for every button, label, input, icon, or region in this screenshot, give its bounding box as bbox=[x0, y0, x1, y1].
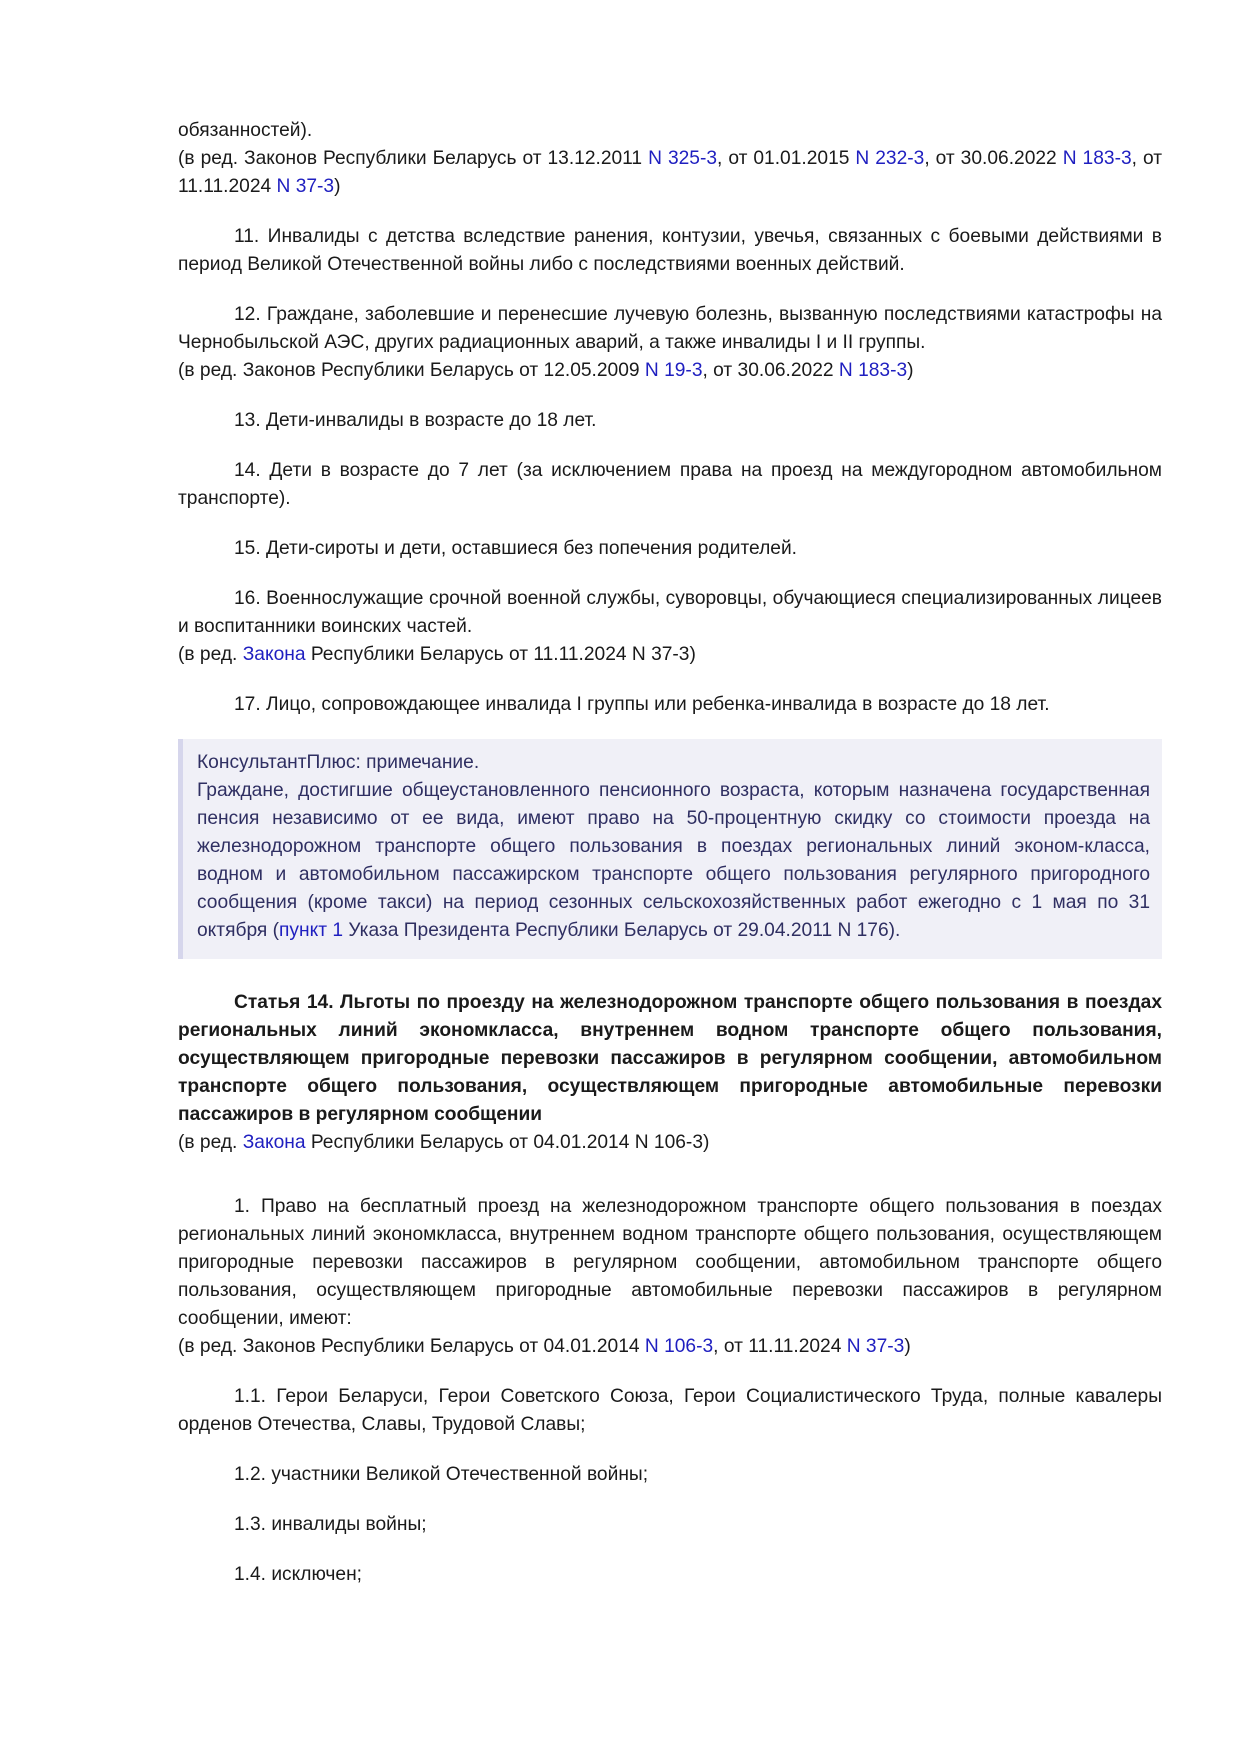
edit-note: (в ред. Закона Республики Беларусь от 04.01.2014 N 106-3) bbox=[178, 1132, 710, 1153]
note-title: КонсультантПлюс: примечание. bbox=[197, 752, 480, 773]
item-12: 12. Граждане, заболевшие и перенесшие лучевую болезнь, вызванную последствиями катастрофы на Чернобыльской АЭС, других радиационных аварий, а также инвалиды I и II группы. bbox=[178, 304, 1162, 353]
edit-note: (в ред. Закона Республики Беларусь от 11.11.2024 N 37-3) bbox=[178, 644, 696, 665]
document-page bbox=[178, 117, 1162, 1589]
law-link[interactable]: N 232-3 bbox=[855, 148, 925, 169]
law-link[interactable]: Закона bbox=[242, 644, 306, 665]
continuation-text: обязанностей). bbox=[178, 120, 313, 141]
law-link[interactable]: N 19-3 bbox=[644, 360, 703, 381]
article-14-heading: Статья 14. Льготы по проезду на железнодорожном транспорте общего пользования в поездах региональных линий экономкласса, внутреннем водном транспорте общего пользования, осуществляющем пригородные перевозки пассажиров в регулярном сообщении, автомобильном транспорте общего пользования, осуществляющем пригородные автомобильные перевозки пассажиров в регулярном сообщении bbox=[178, 992, 1162, 1125]
law-link[interactable]: N 325-3 bbox=[648, 148, 718, 169]
edit-note: (в ред. Законов Республики Беларусь от 04.01.2014 N 106-3, от 11.11.2024 N 37-3) bbox=[178, 1336, 911, 1357]
subpoint-1-3: 1.3. инвалиды войны; bbox=[234, 1514, 427, 1535]
subpoint-1-2: 1.2. участники Великой Отечественной войны; bbox=[234, 1464, 649, 1485]
item-16: 16. Военнослужащие срочной военной службы, суворовцы, обучающиеся специализированных лицеев и воспитанники воинских частей. bbox=[178, 588, 1162, 637]
edit-note: (в ред. Законов Республики Беларусь от 12.05.2009 N 19-3, от 30.06.2022 N 183-3) bbox=[178, 360, 914, 381]
item-11: 11. Инвалиды с детства вследствие ранения, контузии, увечья, связанных с боевыми действиями в период Великой Отечественной войны либо с последствиями военных действий. bbox=[178, 226, 1162, 275]
consultant-note-box bbox=[178, 739, 1162, 959]
subpoint-1-4: 1.4. исключен; bbox=[234, 1564, 363, 1585]
note-body: Граждане, достигшие общеустановленного пенсионного возраста, которым назначена государственная пенсия независимо от ее вида, имеют право на 50-процентную скидку со стоимости проезда на железнодорожном транспорте общего пользования в поездах региональных линий эконом-класса, водном и автомобильном пассажирском транспорте общего пользования регулярного пригородного сообщения (кроме такси) на период сезонных сельскохозяйственных работ ежегодно с 1 мая по 31 октября (пункт 1 Указа Президента Республики Беларусь от 29.04.2011 N 176). bbox=[197, 780, 1150, 941]
edit-note: (в ред. Законов Республики Беларусь от 13.12.2011 N 325-3, от 01.01.2015 N 232-3, от 30.06.2022 N 183-3, от 11.11.2024 N 37-3) bbox=[178, 148, 1162, 197]
item-15: 15. Дети-сироты и дети, оставшиеся без попечения родителей. bbox=[234, 538, 798, 559]
law-link[interactable]: N 37-3 bbox=[846, 1336, 905, 1357]
decree-link[interactable]: пункт 1 bbox=[279, 920, 343, 941]
law-link[interactable]: Закона bbox=[242, 1132, 306, 1153]
law-link[interactable]: N 106-3 bbox=[644, 1336, 714, 1357]
item-14: 14. Дети в возрасте до 7 лет (за исключением права на проезд на междугородном автомобильном транспорте). bbox=[178, 460, 1162, 509]
item-13: 13. Дети-инвалиды в возрасте до 18 лет. bbox=[234, 410, 597, 431]
law-link[interactable]: N 183-3 bbox=[838, 360, 908, 381]
law-link[interactable]: N 183-3 bbox=[1062, 148, 1132, 169]
item-17: 17. Лицо, сопровождающее инвалида I группы или ребенка-инвалида в возрасте до 18 лет. bbox=[234, 694, 1050, 715]
article-14-point-1: 1. Право на бесплатный проезд на железнодорожном транспорте общего пользования в поездах региональных линий экономкласса, внутреннем водном транспорте общего пользования, осуществляющем пригородные перевозки пассажиров в регулярном сообщении, автомобильном транспорте общего пользования, осуществляющем пригородные автомобильные перевозки пассажиров в регулярном сообщении, имеют: bbox=[178, 1196, 1162, 1329]
law-link[interactable]: N 37-3 bbox=[276, 176, 335, 197]
subpoint-1-1: 1.1. Герои Беларуси, Герои Советского Союза, Герои Социалистического Труда, полные кавалеры орденов Отечества, Славы, Трудовой Славы; bbox=[178, 1386, 1162, 1435]
